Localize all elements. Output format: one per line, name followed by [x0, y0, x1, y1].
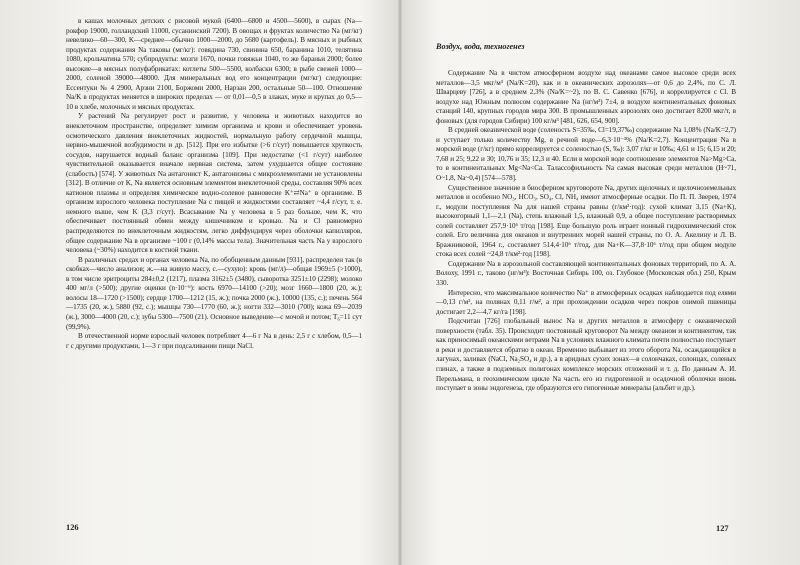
right-page-number: 127: [716, 524, 729, 533]
section-heading: Воздух, вода, техногенез: [436, 42, 525, 51]
right-paragraph-3: Существенное значение в биосферном круговороте Na, других щелочных и щелочноземельных металлов и особенно NO₃, HCO₃, SO₄, Cl, NH₄ имеют атмосферные осадки. По П. П. Зверев, 1974 г., модули поступления Na для нашей страны равны (г/км²·год): сухой климат 3,15 (Na+K), высокогорный 1,1—2,1 (Na), степь влажный 1,5, влажный 0,9, а общее поступление растворимых солей составляет 257,9·10⁶ т/год [198]. Еще большую роль играет ионный гидрохимический сток солей. Его величина для океанов и внутренних морей нашей страны, по О. А. Акелину и Л. В. Бражниковой, 1964 г., составляет 514,4·10⁶ т/год, для Na+K—37,8·10⁶ т/год при общем модуле стока всех солей ~24,8 т/км²·год [198].: [436, 183, 736, 259]
left-paragraph-4: В отечественной норме взрослый человек потребляет 4—6 г Na в день: 2,5 г с хлебом, 0,5—1 г с другими продуктами, 1—3 г при подсаливании пищи NaCl.: [66, 332, 362, 350]
right-page-body: [436, 69, 736, 394]
left-page-number: 126: [66, 523, 79, 532]
left-page-body: [66, 17, 362, 351]
right-page: [402, 0, 800, 565]
left-page: [0, 0, 398, 565]
right-paragraph-4: Содержание Na в аэрозольной составляющей континентальных фоновых территорий, по А. А. Волоху, 1991 г., таково (нг/м³): Восточная Сибирь 100, оз. Глубокое (Московская обл.) 250, Крым 330.: [436, 259, 736, 288]
right-paragraph-5: Интересно, что максимальное количество Na⁺ в атмосферных осадках наблюдается под елями—0,13 г/м², на полянах 0,11 г/м², а при прохождении осадков через покров озимой пшеницы достигает 2,2—4,7 кг/га [198].: [436, 288, 736, 316]
left-paragraph-2: У растений Na регулирует рост и развитие, у человека и животных находится во внеклеточном пространстве, определяет химизм организма и крови и обеспечивает уровень осмотического давления внеклеточных жидкостей, нормальную работу сердечной мышцы, нервно-мышечной возбудимости и др. [512]. При его избытке (>6 г/сут) повышается хрупкость сосудов, нарушается водный баланс организма [109]. При недостатке (<1 г/сут) наиболее чувствительной оказывается вначале нервная система, затем ухудшается общее состояние (слабость) [574]. У животных Na антагонист K, антагонизмы с микроэлементами не установлены [312]. В отличие от K, Na является основным элементом внеклеточной среды, составляя 90% всех катионов плазмы и определяя химическое водно-солевое равновесие K⁺⇄Na⁺ в организме. В организм взрослого человека поступление Na с пищей и жидкостями составляет ~4,4 г/сут, т. е. немного выше, чем K (3,3 г/сут). Всасывание Na у человека в 5 раз больше, чем K, что обеспечивает постоянный обмен между кишечником и кровью. Na и Cl равномерно распределяются по внеклеточным жидкостям, легко диффундируя через оболочки капилляров, общее содержание Na в организме ~100 г (0,14% массы тела). Значительная часть Na у взрослого человека (~30%) находится в костной ткани.: [66, 112, 362, 255]
right-paragraph-1: Содержание Na в чистом атмосферном воздухе над океанами самое высокое среди всех металлов—3,5 мкг/м³ (Na/K=20), как и в океанических аэрозолях—от 0,6 до 2,4%, по С. Л. Шварцеву [726], а в среднем 2,3% (Na/K=~2), по В. С. Савенко [676], и коррелируется с Cl. В воздухе над Южным полюсом содержание Na (нг/м³) 7±4, в воздухе континентальных фоновых станций 140, крупных городов мира 300. В промышленных аэрозолях оно достигает 8200 мкг/т, в фоновых (для городов Сибири) 100 кг/м³ [481, 626, 654, 900].: [436, 69, 736, 125]
right-paragraph-2: В средней океанической воде (соленость S=35‰, Cl=19,37‰) содержание Na 1,08% (Na/K=2,7) и уступает только количеству Mg, в речной воде—6,3·10⁻³% (Na/K=2,7). Концентрация Na в морской воде (г/кг) прямо коррелируется с соленостью (S, ‰): 3,07 г/кг и 10‰; 4,61 и 15; 6,15 и 20; 7,68 и 25; 9,22 и 30; 10,76 и 35; 12,3 и 40. Если в морской воде соотношение элементов Na>Mg>Ca, то в континентальных Mg<Na<Ca. Талассофильность Na самая высокая среди металлов (H~71, O~1,8, Na~0,4) [574—578].: [436, 126, 736, 183]
right-paragraph-6: Подсчитан [726] глобальный вынос Na и других металлов в атмосферу с океанической поверхности (табл. 35). Происходит постоянный круговорот Na между океаном и континентом, так как приносимый океанскими ветрами Na в условиях влажного климата почти полностью поступает в реки и доставляется обратно в океан. Временно выбывает из этого оборота Na, осаждающийся в лагунах, заливах (NaCl, Na₂SO₄ и др.), а в аридных сухих зонах—в солончаках, солонцах, соленых глинах, а также в подземных полигонах комплексе морских отложений и т. д. По данным А. И. Перельмана, в геохимическом цикле Na часть его из гидрогенной и осадочной оболочки вновь поступает в зоны эндогенеза, где образуются его гипогенные минералы (альбит и др.).: [436, 317, 736, 393]
left-paragraph-3: В различных средах и органах человека Na, по обобщенным данным [931], распределен так (в скобках—число анализов; ж.—на живую массу, с.—сухую): кровь (мг/л)—общая 1969±5 (>1000), в том числе эритроциты 284±0,2 (1217), плазма 3162±5 (3480), сыворотка 3251±10 (2298); молоко 400 мг/л (>500); другие оценки (n·10⁻⁶): кость 6970—14100 (>20); мозг 1660—1800 (20, ж.); волосы 18—1720 (>1500); сердце 1700—1212 (15, ж.); почка 2000 (ж.), 10000 (135, с.); печень 564—1735 (20, ж.), 5880 (92, с.); мышцы 730—1770 (60, ж.); ногти 332—3010 (700); кожа 69—2039 (ж.), 3000—4000 (20, с.); зубы 5300—7500 (21). Основное выведение—с мочой и потом; T₆=11 сут (99,9%).: [66, 255, 362, 331]
left-paragraph-1: в кашах молочных детских с рисовой мукой (6400—6800 и 4500—5600), в сырах (Na—рокфор 19000, голландский 11000, сусанинский 7200). В овощах и фруктах количество Na (мг/кг) невелико—60—300, K—среднее—обычно 1000—2000, до 5680 (картофель). В мясных и рыбных продуктах содержания Na таковы (мг/кг): говядина 730, свинина 650, баранина 1010, телятина 1080, крольчатина 570; субпродукты: мозги 1670, почки говяжьи 1040, то же бараньи 2000; более высокие—в мясных полуфабрикатах: котлеты 500—5500, колбаски 6300; в рыбе свежей 1000—2000, соленой 39000—48000. Для минеральных вод его концентрации (мг/кг) следующие: Ессентуки № 4 2900, Арзни 2100, Боржоми 2000, Нарзан 200, остальные 50—100. Отношение Na/K в продуктах меняется в широких пределах — от 0,01—0,5 в злаках, муке и крупах до 0,5—10 в хлебе, молочных и мясных продуктах.: [66, 17, 362, 111]
